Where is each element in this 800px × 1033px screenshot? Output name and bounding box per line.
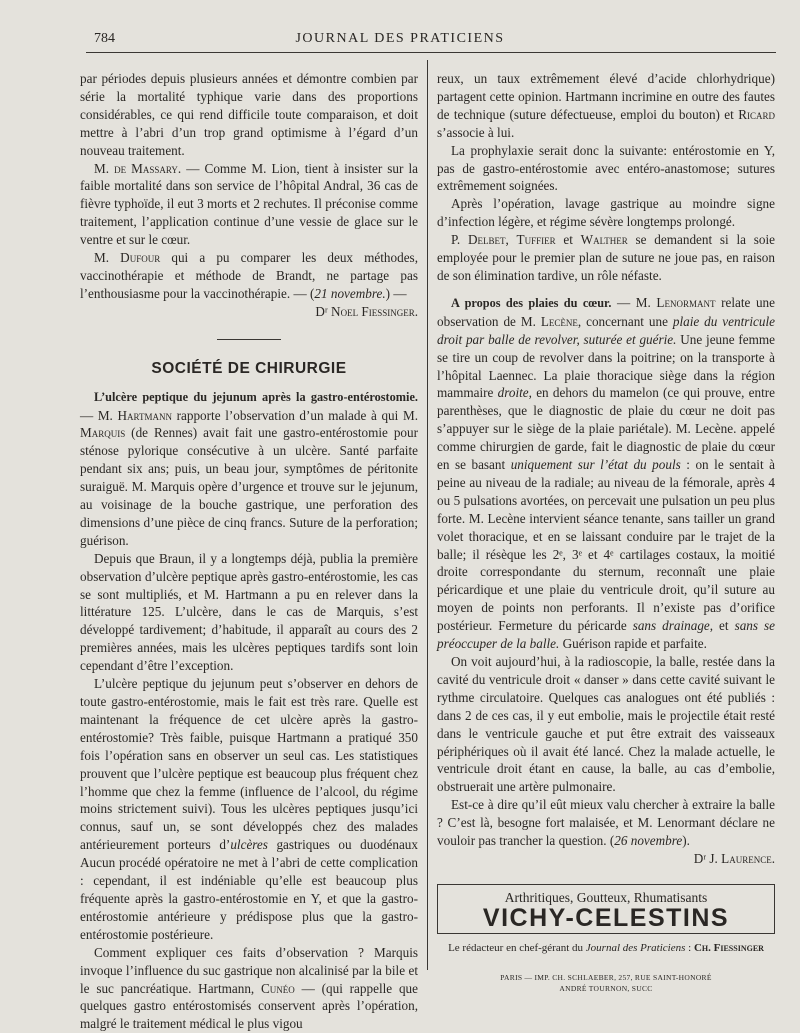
paragraph: A propos des plaies du cœur. — M. Lenormant relate une observation de M. Lecène, concernant une plaie du ventricule droit par balle de revolver, suturée et guérie. Une jeune femme se tire un coup de revolver dans la poitrine; on la transporte à l’hôpital Laennec. La plaie thoracique siège dans la région mammaire droite, en dehors du mamelon (ce qui prouve, entre parenthèses, que le diagnostic de plaie du cœur ne doit pas s’appuyer sur le siège de la plaie pariétale). M. Lecène. appelé comme chirurgien de garde, fait le diagnostic de plaie du cœur en se basant uniquement sur l’état du pouls : on le sentait à peine au niveau de la radiale; au niveau de la fémorale, après 4 ou 5 pulsations avortées, on percevait une pulsation un peu plus forte. M. Lecène intervient séance tenante, sans tailler un grand volet thoracique, et en se laissant conduire par le trajet de la balle; il résèque les 2ᵉ, 3ᵉ et 4ᵉ cartilages costaux, la moitié droite correspondante du sternum, reconnaît une plaie péricardique et une plaie du ventricule droit, qu’il suture au moyen de points non perforants. Il n’existe pas d’orifice postérieur. Fermeture du péricarde sans drainage, et sans se préoccuper de la balle. Guérison rapide et parfaite. bbox=[437, 294, 776, 652]
paragraph: L’ulcère peptique du jejunum peut s’observer en dehors de toute gastro-entérostomie, mais le fait est très rare. Quelle est maintenant la fréquence de cet ulcère après la gastro-entérostomie? Très faible, puisque Hartmann a pratiqué 350 fois l’opération sans en observer un seul cas. Les statistiques prouvent que l’ulcère peptique est beaucoup plus fréquent chez l’homme que chez la femme (influence de l’alcool, du régime moins strictement suivi). Tous les ulcères peptiques jusqu’ici connus, sauf un, se sont développés chez des malades antérieurement porteurs d’ulcères gastriques ou duodénaux Aucun procédé opératoire ne met à l’abri de cette complication : cependant, il est indéniable qu’elle est beaucoup plus fréquente après la gastro-entérostomie en Y, et que la gastro-entérostomie antérieure y prédispose plus que la gastro-entérostomie postérieure. bbox=[80, 676, 418, 942]
paragraph: L’ulcère peptique du jejunum après la gastro-entérostomie. — M. Hartmann rapporte l’observation d’un malade à qui M. Marquis (de Rennes) avait fait une gastro-entérostomie pour sténose pylorique consécutive à un ulcère. Santé parfaite pendant six ans; puis, un beau jour, symptômes de péritonite suraiguë. M. Marquis opère d’urgence et trouve sur le jejunum, au voisinage de la bouche gastrique, une perforation des dimensions d’une pièce de cinq francs. Suture de la perforation; guérison. bbox=[80, 389, 418, 548]
paragraph: M. de Massary. — Comme M. Lion, tient à insister sur la faible mortalité dans son service de l’hôpital Andral, 36 cas de fièvre typhoïde, il eut 3 morts et 2 rechutes. Il préconise comme traitement, l’application continue d’une vessie de glace sur le ventre et sur le cœur. bbox=[80, 160, 418, 248]
section-title: SOCIÉTÉ DE CHIRURGIE bbox=[151, 359, 347, 377]
ad-brand: VICHY-CELESTINS bbox=[482, 903, 730, 932]
person-name: Dufour bbox=[120, 250, 161, 266]
paragraph: Après l’opération, lavage gastrique au moindre signe d’infection légère, et régime sévère longtemps prolongé. bbox=[437, 196, 775, 230]
paragraph: par périodes depuis plusieurs années et démontre combien par série la mortalité typhique varie dans des proportions considérables, ce qui rend difficile toute comparaison, et doit mettre à l’abri d’un trop grand optimisme à l’égard d’un nouveau traitement. bbox=[80, 71, 418, 158]
paragraph: Depuis que Braun, il y a longtemps déjà, publia la première observation d’ulcère peptique après gastro-entérostomie, les cas se sont multipliés, et M. Hartmann a pu en relever dans la littérature 125. L’ulcère, dans le cas de Marquis, s’est développé tardivement; d’habitude, il apparaît au cours des 2 premières années, mais les ulcères peptiques tardifs sont loin cependant d’être l’exception. bbox=[80, 550, 418, 674]
paragraph: P. Delbet, Tuffier et Walther se demandent si la soie employée pour le premier plan de suture ne joue pas, en raison de son élimination tardive, un rôle néfaste. bbox=[437, 232, 775, 283]
section-rule bbox=[217, 339, 281, 340]
left-column bbox=[80, 70, 418, 1033]
signature: Dʳ J. Laurence. bbox=[693, 850, 775, 866]
header-rule bbox=[86, 52, 776, 53]
article-title: A propos des plaies du cœur. bbox=[451, 295, 612, 310]
person-name: M. de Massary. bbox=[94, 160, 182, 176]
paragraph: reux, un taux extrêmement élevé d’acide chlorhydrique) partagent cette opinion. Hartmann incrimine en outre des fautes de technique (suture défectueuse, emploi du bouton) et Ricard s’associe à lui. bbox=[437, 71, 775, 140]
article-title: L’ulcère peptique du jejunum après la gastro-entérostomie. bbox=[94, 389, 418, 404]
ad-tagline: Arthritiques, Goutteux, Rhumatisants bbox=[504, 889, 708, 905]
paragraph: Est-ce à dire qu’il eût mieux valu chercher à extraire la balle ? C’est là, besogne fort malaisée, et M. Lenormant déclare ne vouloir pas trancher la question. (26 novembre). bbox=[437, 797, 775, 849]
printer-imprint: PARIS — IMP. CH. SCHLAEBER, 257, RUE SAINT-HONORÉ ANDRÉ TOURNON, SUCC bbox=[500, 972, 712, 993]
page-number: 784 bbox=[94, 31, 115, 46]
paragraph: La prophylaxie serait donc la suivante: entérostomie en Y, pas de gastro-entérostomie avec entéro-anastomose; sutures extrêmement soignées. bbox=[437, 142, 775, 194]
advertisement-box bbox=[437, 884, 775, 934]
column-divider bbox=[427, 60, 428, 970]
paragraph: On voit aujourd’hui, à la radioscopie, la balle, restée dans la cavité du ventricule droit « danser » dans cette cavité suivant le rythme circulatoire. Quelques cas analogues ont été publiés : dans 2 de ces cas, il y eut embolie, mais le projectile était resté dans le ventricule gauche et put être extrait des vaisseaux périphériques où il avait été lancé. Chez la malade actuelle, le ventricule droit étant en cause, la balle, au cas d’embolie, obstruerait une artère pulmonaire. bbox=[437, 654, 775, 795]
signature: Dʳ Noel Fiessinger. bbox=[315, 303, 418, 319]
journal-title: JOURNAL DES PRATICIENS bbox=[295, 31, 505, 46]
paragraph: Comment expliquer ces faits d’observation ? Marquis invoque l’influence du suc gastrique non alcalinisé par la bile et le suc pancréatique. Hartmann, Cunéo — (qui rappelle que quelques gastro entérostomisés conservent après l’opération, malgré le traitement médical le plus vigou bbox=[80, 944, 418, 1032]
editor-line: Le rédacteur en chef-gérant du Journal des Praticiens : Ch. Fiessinger bbox=[448, 941, 764, 954]
right-column bbox=[437, 70, 775, 994]
paragraph: M. Dufour qui a pu comparer les deux méthodes, vaccinothérapie et méthode de Brandt, ne partage pas l’enthousiasme pour la vaccinothérapie. — (21 novembre.) — bbox=[80, 250, 418, 301]
